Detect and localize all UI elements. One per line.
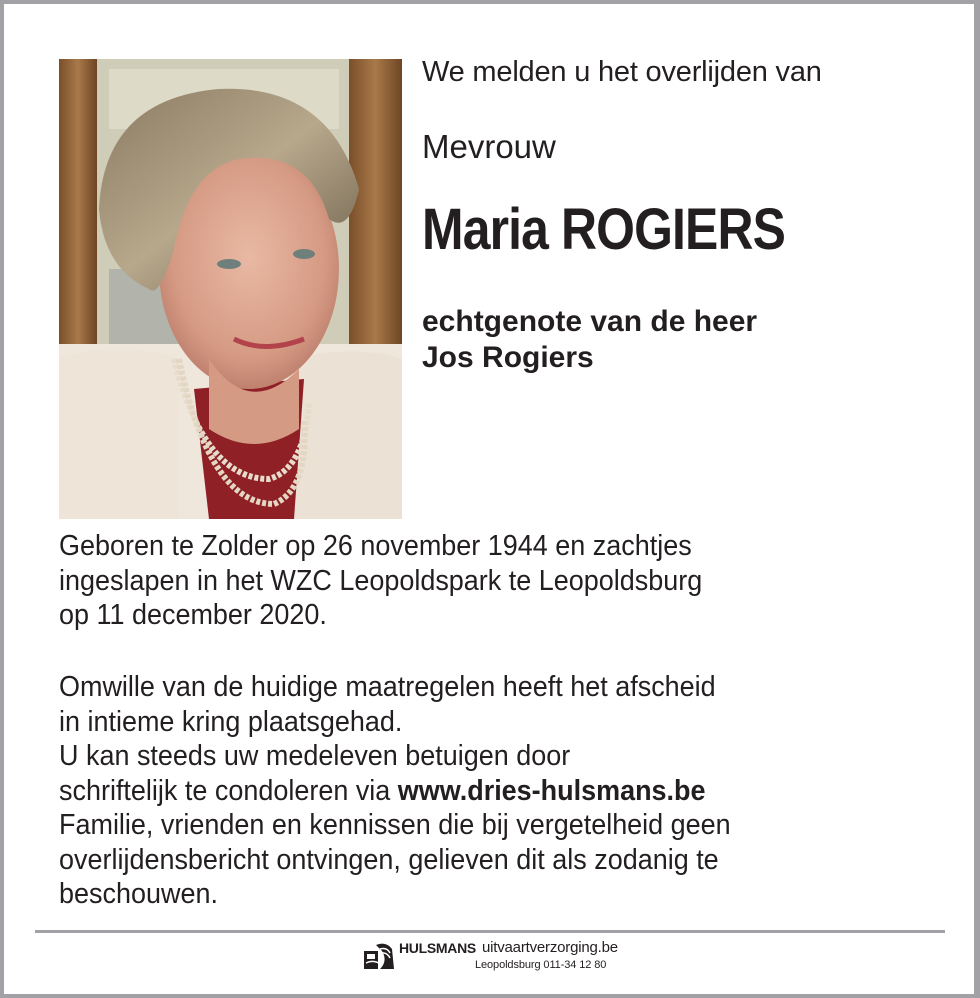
brand-website: uitvaartverzorging.be [482,939,618,956]
birth-line-2: ingeslapen in het WZC Leopoldspark te Leopoldsburg [59,564,703,597]
funeral-notice [59,670,731,912]
death-line: op 11 december 2020. [59,599,327,631]
notice-line-6: overlijdensbericht ontvingen, gelieven dit als zodanig te [59,843,719,876]
obituary-page [4,4,974,994]
brand-address-phone: Leopoldsburg 011-34 12 80 [475,959,607,971]
condolence-website-link[interactable]: www.dries-hulsmans.be [397,774,706,807]
announcement-intro: We melden u het overlijden van [422,56,822,88]
birth-line-1: Geboren te Zolder op 26 november 1944 en zachtjes [59,530,692,562]
birth-death-details [59,529,702,633]
brand-name: HULSMANS [399,940,476,956]
deceased-name: Maria ROGIERS [422,197,786,262]
notice-line-5: Familie, vrienden en kennissen die bij vergetelheid geen [59,809,731,841]
notice-line-1: Omwille van de huidige maatregelen heeft het afscheid [59,671,716,703]
hulsmans-logo-icon [362,941,396,971]
notice-line-3: U kan steeds uw medeleven betuigen door [59,740,571,772]
spouse-info [422,304,757,376]
portrait-photo [59,59,402,519]
spouse-line-1: echtgenote van de heer [422,305,758,338]
footer-divider [35,930,945,933]
honorific-title: Mevrouw [422,128,556,165]
notice-line-7: beschouwen. [59,878,218,910]
notice-line-4 [59,774,731,809]
spouse-line-2: Jos Rogiers [422,341,594,374]
notice-line-2: in intieme kring plaatsgehad. [59,705,403,738]
condolence-prefix: schriftelijk te condoleren via [59,774,398,807]
